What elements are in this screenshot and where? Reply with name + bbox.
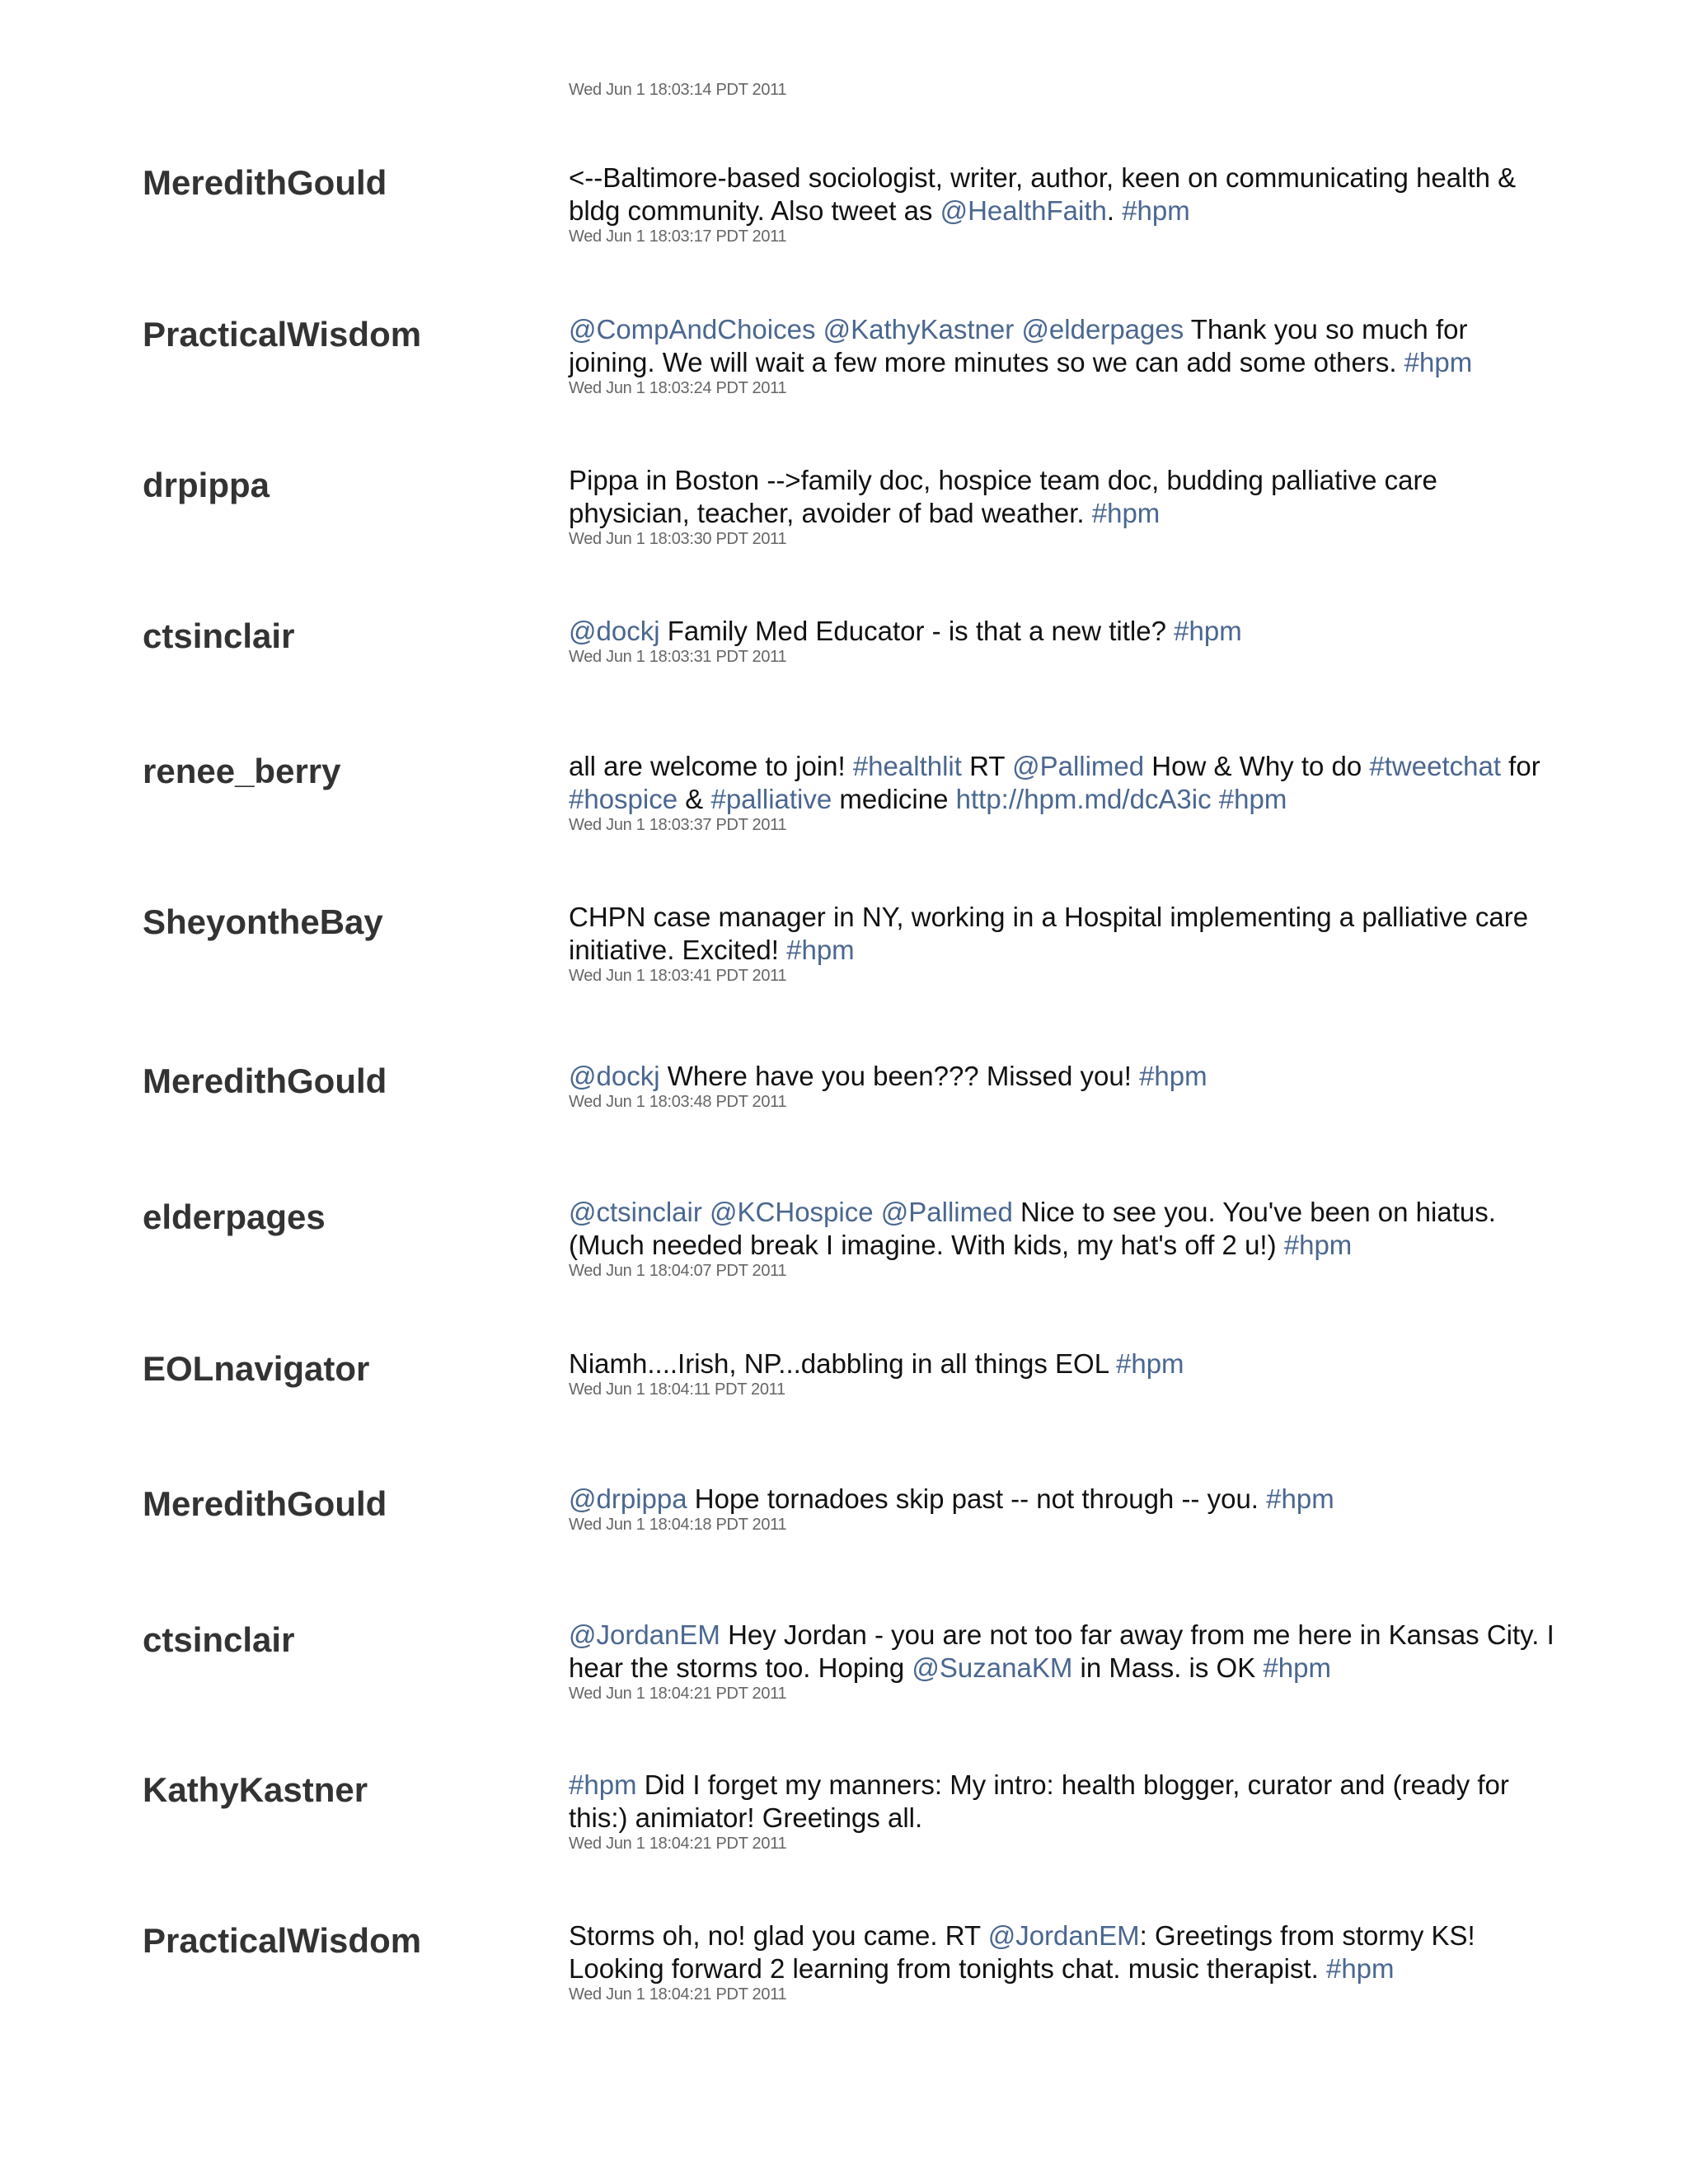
- tweet-timestamp: Wed Jun 1 18:04:21 PDT 2011: [569, 1835, 787, 1853]
- tweet-body: [569, 1619, 1558, 1704]
- hashtag-link[interactable]: #hpm: [786, 935, 855, 965]
- tweet-username[interactable]: elderpages: [143, 1197, 326, 1236]
- hashtag-link[interactable]: #tweetchat: [1369, 751, 1502, 781]
- tweet-body: [569, 464, 1558, 550]
- tweet-text: all are welcome to join!: [569, 751, 853, 781]
- tweet-text: [815, 314, 823, 344]
- hashtag-link[interactable]: #hpm: [1139, 1061, 1207, 1091]
- tweet-text: <--Baltimore-based sociologist, writer, author, keen on communicating health & bldg community. Also tweet as: [569, 162, 1517, 226]
- tweet-username[interactable]: MeredithGould: [143, 1484, 387, 1523]
- tweet-text: [702, 1197, 710, 1227]
- mention-link[interactable]: @Pallimed: [880, 1197, 1013, 1227]
- mention-link[interactable]: @drpippa: [569, 1483, 687, 1514]
- tweet-body: [569, 1347, 1558, 1400]
- tweet-text: &: [678, 784, 711, 814]
- tweet-body: [569, 901, 1558, 987]
- tweet-text: [1212, 784, 1219, 814]
- tweet-username[interactable]: EOLnavigator: [143, 1349, 370, 1388]
- tweet-timestamp: Wed Jun 1 18:03:41 PDT 2011: [569, 967, 787, 985]
- header-timestamp: Wed Jun 1 18:03:14 PDT 2011: [569, 81, 787, 99]
- tweet-timestamp: Wed Jun 1 18:03:30 PDT 2011: [569, 530, 787, 548]
- hashtag-link[interactable]: #hpm: [1218, 784, 1287, 814]
- mention-link[interactable]: @dockj: [569, 1061, 660, 1091]
- tweet-username[interactable]: KathyKastner: [143, 1770, 368, 1809]
- hashtag-link[interactable]: #healthlit: [852, 751, 962, 781]
- mention-link[interactable]: @CompAndChoices: [569, 314, 816, 344]
- hashtag-link[interactable]: #hospice: [569, 784, 678, 814]
- tweet-text: Hope tornadoes skip past -- not through -- you.: [687, 1483, 1267, 1514]
- mention-link[interactable]: @Pallimed: [1012, 751, 1145, 781]
- tweet-text: Family Med Educator - is that a new title?: [659, 616, 1175, 646]
- hashtag-link[interactable]: #hpm: [1325, 1953, 1395, 1984]
- tweet-body: [569, 162, 1558, 247]
- tweet-text: for: [1501, 751, 1540, 781]
- tweet-username[interactable]: ctsinclair: [143, 1620, 295, 1659]
- tweet-text: RT: [961, 751, 1013, 781]
- tweet-text: CHPN case manager in NY, working in a Hospital implementing a palliative care initiative. Excited!: [569, 902, 1529, 965]
- tweet-text: Hey Jordan - you are not too far away from me here in Kansas City. I hear the storms too. Hoping: [569, 1619, 1554, 1683]
- tweet-body: [569, 1060, 1558, 1113]
- tweet-text: Where have you been??? Missed you!: [659, 1061, 1140, 1091]
- mention-link[interactable]: @JordanEM: [987, 1920, 1140, 1951]
- hashtag-link[interactable]: #hpm: [1091, 498, 1160, 528]
- mention-link[interactable]: @dockj: [569, 616, 660, 646]
- hashtag-link[interactable]: #hpm: [1116, 1348, 1184, 1379]
- mention-link[interactable]: @elderpages: [1021, 314, 1184, 344]
- hashtag-link[interactable]: #hpm: [1263, 1652, 1331, 1683]
- hashtag-link[interactable]: #hpm: [569, 1769, 637, 1800]
- tweet-timestamp: Wed Jun 1 18:03:24 PDT 2011: [569, 379, 787, 397]
- hashtag-link[interactable]: #palliative: [710, 784, 832, 814]
- mention-link[interactable]: @KCHospice: [710, 1197, 874, 1227]
- tweet-text: Niamh....Irish, NP...dabbling in all things EOL: [569, 1348, 1116, 1379]
- mention-link[interactable]: @SuzanaKM: [912, 1652, 1073, 1683]
- tweet-timestamp: Wed Jun 1 18:04:18 PDT 2011: [569, 1516, 787, 1534]
- tweet-username[interactable]: PracticalWisdom: [143, 315, 422, 354]
- hashtag-link[interactable]: #hpm: [1283, 1230, 1353, 1260]
- tweet-username[interactable]: MeredithGould: [143, 1062, 387, 1100]
- tweet-body: [569, 1919, 1558, 2005]
- tweet-username[interactable]: drpippa: [143, 466, 270, 504]
- tweet-text: Storms oh, no! glad you came. RT: [569, 1920, 988, 1951]
- tweet-username[interactable]: MeredithGould: [143, 163, 387, 202]
- tweet-username[interactable]: renee_berry: [143, 752, 341, 790]
- tweet-text: [874, 1197, 881, 1227]
- hashtag-link[interactable]: #hpm: [1404, 347, 1473, 377]
- tweet-timestamp: Wed Jun 1 18:04:21 PDT 2011: [569, 1685, 787, 1703]
- tweet-timestamp: Wed Jun 1 18:03:17 PDT 2011: [569, 227, 787, 246]
- tweet-text: in Mass. is OK: [1072, 1652, 1264, 1683]
- tweet-username[interactable]: SheyontheBay: [143, 902, 383, 941]
- tweet-timestamp: Wed Jun 1 18:04:21 PDT 2011: [569, 1985, 787, 2004]
- tweet-username[interactable]: PracticalWisdom: [143, 1921, 422, 1960]
- tweet-timestamp: Wed Jun 1 18:03:31 PDT 2011: [569, 648, 787, 666]
- hashtag-link[interactable]: #hpm: [1122, 195, 1190, 226]
- hashtag-link[interactable]: #hpm: [1174, 616, 1242, 646]
- tweet-text: How & Why to do: [1144, 751, 1370, 781]
- hashtag-link[interactable]: #hpm: [1266, 1483, 1334, 1514]
- tweet-text: Pippa in Boston -->family doc, hospice team doc, budding palliative care physician, teacher, avoider of bad weather.: [569, 465, 1437, 528]
- tweet-body: [569, 1196, 1558, 1282]
- tweet-body: [569, 1769, 1558, 1854]
- mention-link[interactable]: @ctsinclair: [569, 1197, 702, 1227]
- mention-link[interactable]: @KathyKastner: [823, 314, 1015, 344]
- tweet-body: [569, 1483, 1558, 1535]
- tweet-timestamp: Wed Jun 1 18:03:48 PDT 2011: [569, 1093, 787, 1111]
- tweet-text: Did I forget my manners: My intro: health blogger, curator and (ready for this:) animiator! Greetings all.: [569, 1769, 1509, 1833]
- tweet-text: Thank you so much for joining. We will wait a few more minutes so we can add some others.: [569, 314, 1468, 377]
- tweet-username[interactable]: ctsinclair: [143, 616, 295, 655]
- tweet-body: [569, 615, 1558, 668]
- tweet-text: .: [1106, 195, 1123, 226]
- tweet-body: [569, 313, 1558, 399]
- tweet-timestamp: Wed Jun 1 18:04:07 PDT 2011: [569, 1262, 787, 1280]
- tweet-timestamp: Wed Jun 1 18:04:11 PDT 2011: [569, 1380, 785, 1399]
- tweet-text: medicine: [832, 784, 956, 814]
- tweet-timestamp: Wed Jun 1 18:03:37 PDT 2011: [569, 816, 787, 834]
- mention-link[interactable]: @HealthFaith: [940, 195, 1107, 226]
- tweet-text: Nice to see you. You've been on hiatus. (Much needed break I imagine. With kids, my hat's off 2 u!): [569, 1197, 1496, 1260]
- url-link[interactable]: http://hpm.md/dcA3ic: [955, 784, 1212, 814]
- mention-link[interactable]: @JordanEM: [569, 1619, 720, 1650]
- tweet-body: [569, 750, 1558, 836]
- tweet-text: : Greetings from stormy KS! Looking forward 2 learning from tonights chat. music therapist.: [569, 1920, 1475, 1984]
